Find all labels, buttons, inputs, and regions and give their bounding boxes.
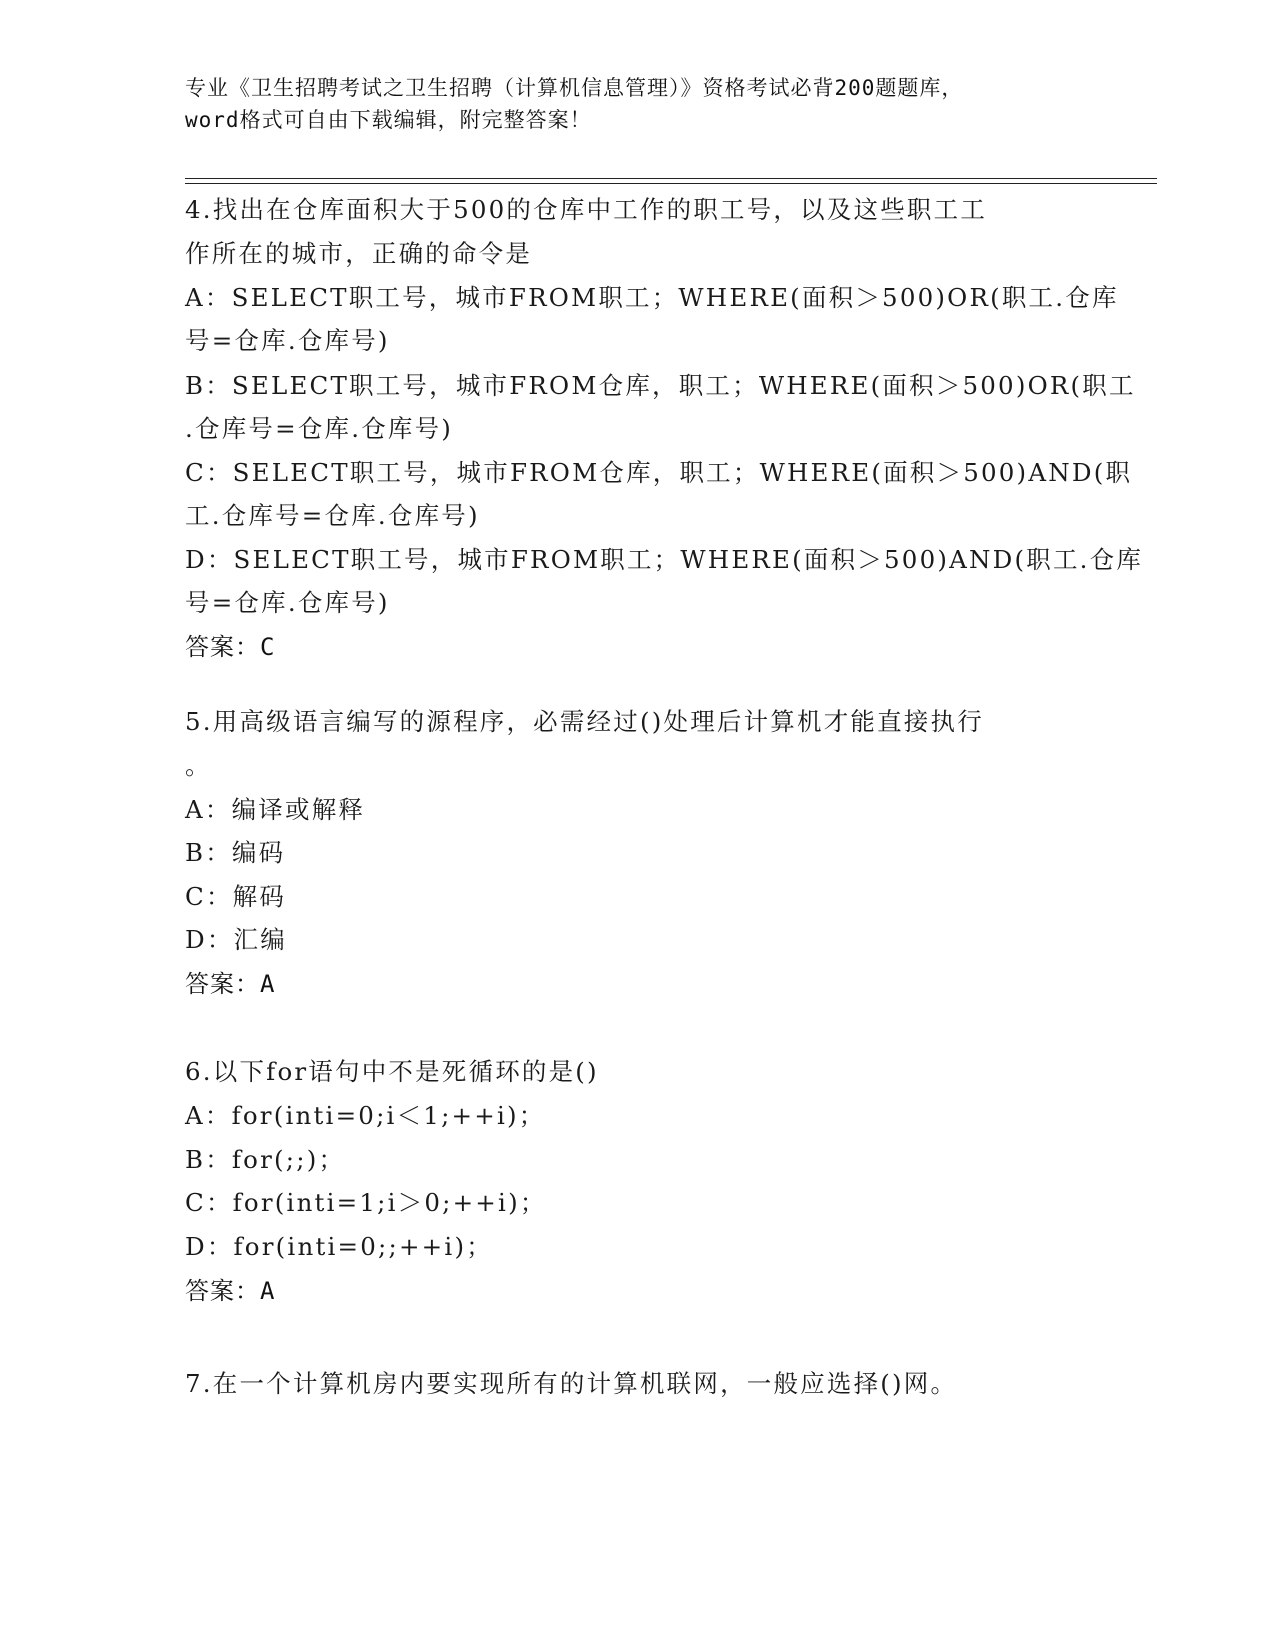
option-b-line: B：for(;;)； [185,1145,346,1174]
header-divider-bottom [185,183,1157,184]
option-c-line: C：SELECT职工号，城市FROM仓库，职工；WHERE(面积＞500)AND(职 [185,458,1133,487]
header-divider-top [185,178,1157,179]
document-header [185,72,1115,136]
option-d-line: 号=仓库.仓库号) [185,588,390,617]
option-b-line: B：SELECT职工号，城市FROM仓库，职工；WHERE(面积＞500)OR(职工 [185,371,1136,400]
option-a-line: A：for(inti=0;i＜1;++i)； [185,1101,546,1130]
option-d-line: D：SELECT职工号，城市FROM职工；WHERE(面积＞500)AND(职工.仓库 [185,545,1144,574]
option-b-line: .仓库号=仓库.仓库号) [185,414,454,443]
header-title-line-2: word格式可自由下载编辑，附完整答案！ [185,108,592,132]
question-stem-line: 5.用高级语言编写的源程序，必需经过()处理后计算机才能直接执行 [185,707,984,736]
option-a-line: A：SELECT职工号，城市FROM职工；WHERE(面积＞500)OR(职工.仓库 [185,283,1119,312]
option-a-line: 号=仓库.仓库号) [185,326,390,355]
option-d-line: D：for(inti=0;;++i)； [185,1232,493,1261]
header-title-line-1: 专业《卫生招聘考试之卫生招聘（计算机信息管理）》资格考试必背200题题库， [185,76,964,100]
answer-label: 答案：A [185,970,276,998]
question-stem-line: 4.找出在仓库面积大于500的仓库中工作的职工号，以及这些职工工 [185,195,988,224]
question-stem-line: 7.在一个计算机房内要实现所有的计算机联网，一般应选择()网。 [185,1369,958,1398]
option-a-line: A：编译或解释 [185,795,366,824]
question-stem-line: 6.以下for语句中不是死循环的是() [185,1057,599,1086]
question-stem-line: 作所在的城市，正确的命令是 [185,239,533,268]
question-stem-line: 。 [185,751,212,780]
option-b-line: B：编码 [185,838,286,867]
option-c-line: C：for(inti=1;i＞0;++i)； [185,1188,547,1217]
answer-label: 答案：C [185,633,276,661]
option-c-line: 工.仓库号=仓库.仓库号) [185,501,480,530]
answer-label: 答案：A [185,1277,276,1305]
option-d-line: D：汇编 [185,925,287,954]
option-c-line: C：解码 [185,882,287,911]
